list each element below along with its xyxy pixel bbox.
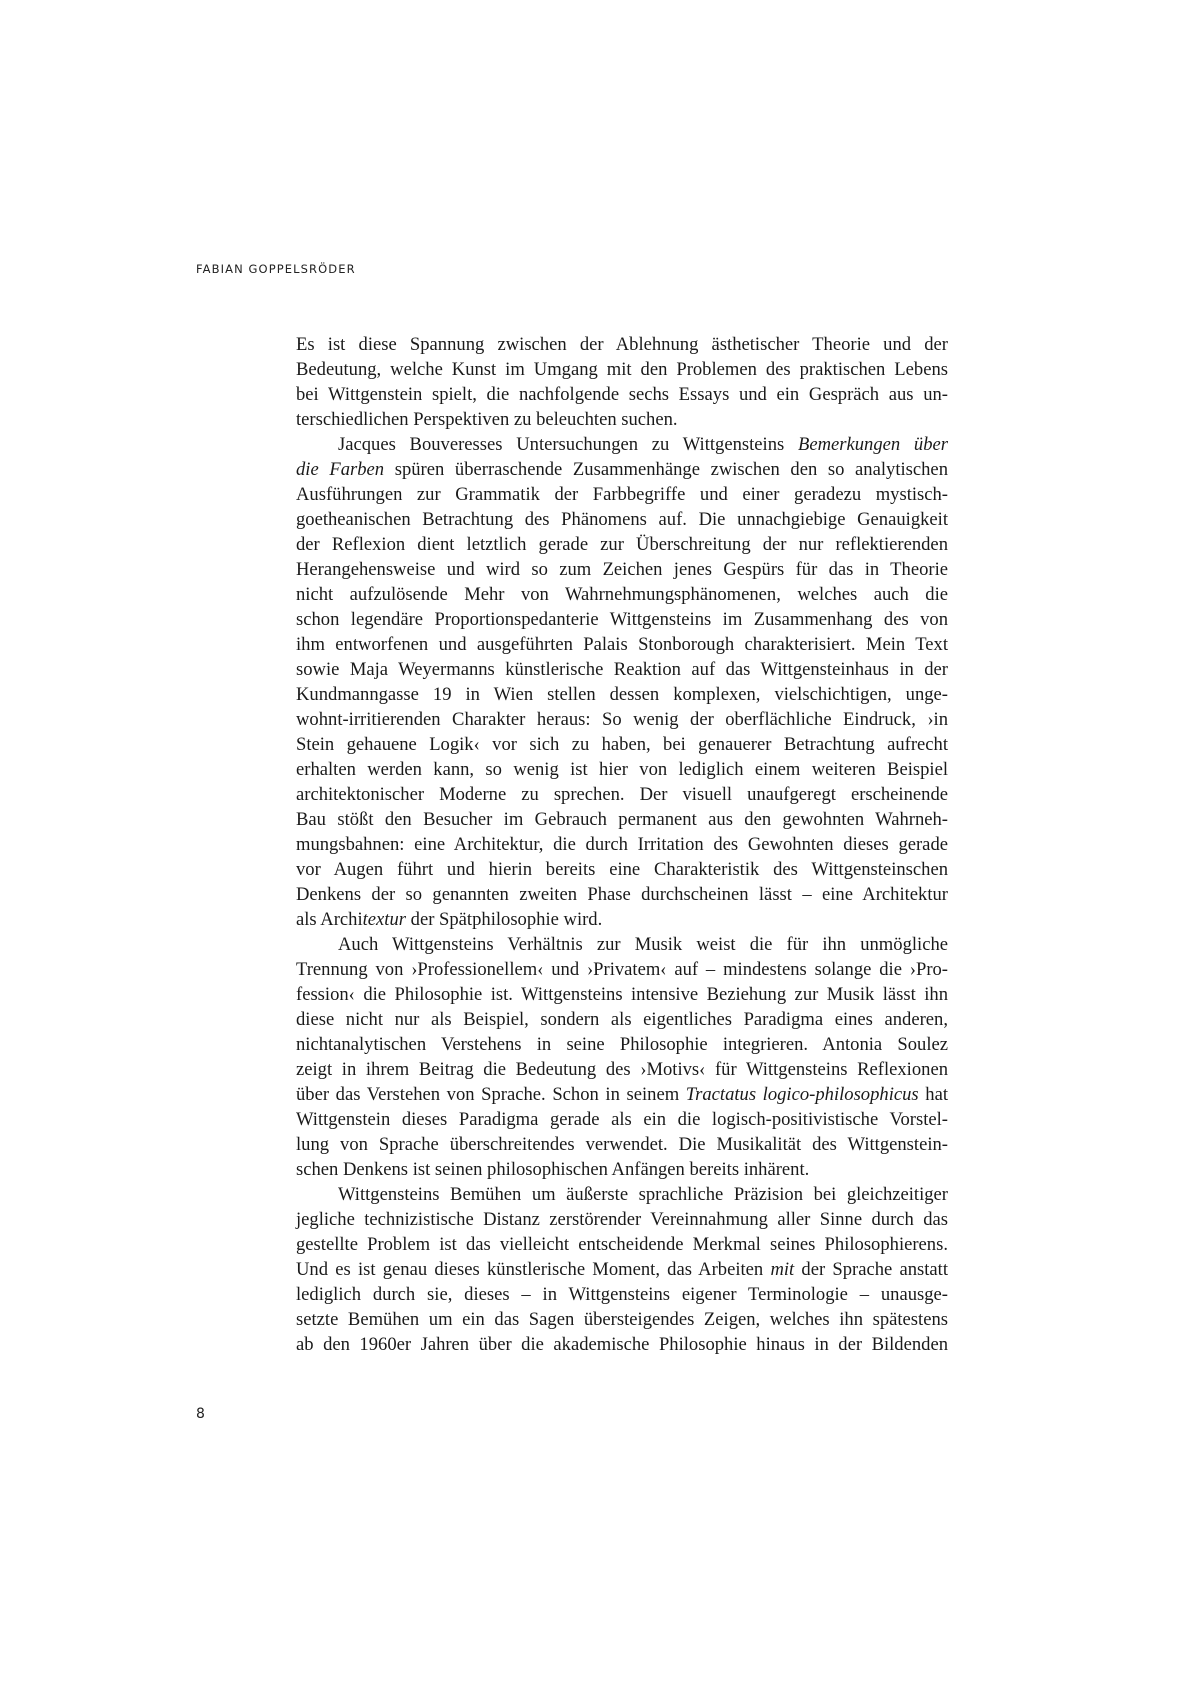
- text-run: erhalten werden kann, so wenig ist hier von lediglich einem weiteren Beispiel: [296, 759, 948, 780]
- text-run: schen Denkens ist seinen philosophischen Anfängen bereits inhärent.: [296, 1159, 810, 1180]
- text-run: Bau stößt den Besucher im Gebrauch permanent aus den gewohnten Wahrneh-: [296, 809, 948, 830]
- text-line: [296, 457, 948, 482]
- italic-text: Tractatus logico-philosophicus: [685, 1084, 919, 1105]
- running-head: FABIAN GOPPELSRÖDER: [196, 262, 356, 276]
- text-line: [296, 407, 948, 432]
- italic-text: textur: [362, 909, 406, 930]
- paragraph: [296, 1182, 948, 1357]
- paragraph: [296, 932, 948, 1182]
- text-line: [296, 1157, 948, 1182]
- text-run: der Sprache anstatt: [794, 1259, 949, 1280]
- text-line: [296, 357, 948, 382]
- text-run: Kundmanngasse 19 in Wien stellen dessen komplexen, vielschichtigen, unge-: [296, 684, 948, 705]
- italic-text: mit: [770, 1259, 795, 1280]
- text-line: [296, 882, 948, 907]
- text-run: fession‹ die Philosophie ist. Wittgensteins intensive Beziehung zur Musik lässt ihn: [296, 984, 948, 1005]
- text-line: [296, 982, 948, 1007]
- text-run: ihm entworfenen und ausgeführten Palais Stonborough charakterisiert. Mein Text: [296, 634, 948, 655]
- text-line: [296, 1282, 948, 1307]
- text-line: [296, 1082, 948, 1107]
- text-line: [296, 607, 948, 632]
- text-line: [296, 932, 948, 957]
- text-run: wohnt-irritierenden Charakter heraus: So wenig der oberflächliche Eindruck, ›in: [296, 709, 948, 730]
- text-run: vor Augen führt und hierin bereits eine Charakteristik des Wittgensteinschen: [296, 859, 948, 880]
- text-run: architektonischer Moderne zu sprechen. Der visuell unaufgeregt erscheinende: [296, 784, 948, 805]
- text-run: Stein gehauene Logik‹ vor sich zu haben, bei genauerer Betrachtung aufrecht: [296, 734, 948, 755]
- text-line: [296, 657, 948, 682]
- text-line: [296, 382, 948, 407]
- text-line: [296, 707, 948, 732]
- text-line: [296, 1107, 948, 1132]
- text-line: [296, 557, 948, 582]
- text-run: der Reflexion dient letztlich gerade zur Überschreitung der nur reflektierenden: [296, 534, 948, 555]
- text-line: [296, 1032, 948, 1057]
- text-line: [296, 957, 948, 982]
- text-run: als Archi: [296, 909, 363, 930]
- text-run: mungsbahnen: eine Architektur, die durch Irritation des Gewohnten dieses gerade: [296, 834, 948, 855]
- text-run: setzte Bemühen um ein das Sagen übersteigendes Zeigen, welches ihn spätestens: [296, 1309, 948, 1330]
- page-number: 8: [196, 1406, 205, 1422]
- text-run: Und es ist genau dieses künstlerische Moment, das Arbeiten: [296, 1259, 771, 1280]
- text-line: [296, 782, 948, 807]
- italic-text: die Farben: [296, 459, 385, 480]
- text-run: nicht aufzulösende Mehr von Wahrnehmungsphänomenen, welches auch die: [296, 584, 948, 605]
- text-line: [296, 682, 948, 707]
- text-line: [296, 1007, 948, 1032]
- text-line: [296, 832, 948, 857]
- text-run: nichtanalytischen Verstehens in seine Philosophie integrieren. Antonia Soulez: [296, 1034, 948, 1055]
- text-run: diese nicht nur als Beispiel, sondern als eigentliches Paradigma eines anderen,: [296, 1009, 948, 1030]
- text-run: hat: [918, 1084, 948, 1105]
- text-run: sowie Maja Weyermanns künstlerische Reaktion auf das Wittgensteinhaus in der: [296, 659, 948, 680]
- text-line: [296, 757, 948, 782]
- text-run: schon legendäre Proportionspedanterie Wittgensteins im Zusammenhang des von: [296, 609, 948, 630]
- text-line: [296, 732, 948, 757]
- text-line: [296, 1332, 948, 1357]
- text-run: bei Wittgenstein spielt, die nachfolgende sechs Essays und ein Gespräch aus un-: [296, 384, 948, 405]
- text-run: Es ist diese Spannung zwischen der Ablehnung ästhetischer Theorie und der: [296, 334, 948, 355]
- text-line: [296, 507, 948, 532]
- text-run: goetheanischen Betrachtung des Phänomens auf. Die unnachgiebige Genauigkeit: [296, 509, 948, 530]
- text-run: Wittgensteins Bemühen um äußerste sprachliche Präzision bei gleichzeitiger: [338, 1184, 948, 1205]
- text-run: über das Verstehen von Sprache. Schon in seinem: [296, 1084, 686, 1105]
- text-line: [296, 1057, 948, 1082]
- text-run: terschiedlichen Perspektiven zu beleuchten suchen.: [296, 409, 678, 430]
- text-line: [296, 432, 948, 457]
- text-run: Ausführungen zur Grammatik der Farbbegriffe und einer geradezu mystisch-: [296, 484, 948, 505]
- text-line: [296, 1257, 948, 1282]
- italic-text: Bemerkungen über: [797, 434, 949, 455]
- text-line: [296, 632, 948, 657]
- text-line: [296, 1182, 948, 1207]
- text-line: [296, 1207, 948, 1232]
- text-run: jegliche technizistische Distanz zerstörender Vereinnahmung aller Sinne durch das: [296, 1209, 948, 1230]
- text-line: [296, 482, 948, 507]
- text-run: Denkens der so genannten zweiten Phase durchscheinen lässt – eine Architektur: [296, 884, 948, 905]
- text-run: Wittgenstein dieses Paradigma gerade als ein die logisch-positivistische Vorstel-: [296, 1109, 948, 1130]
- paragraph: [296, 432, 948, 932]
- text-run: Jacques Bouveresses Untersuchungen zu Wittgensteins: [338, 434, 798, 455]
- body-text: [296, 332, 948, 1357]
- text-run: Auch Wittgensteins Verhältnis zur Musik weist die für ihn unmögliche: [338, 934, 948, 955]
- text-run: der Spätphilosophie wird.: [406, 909, 603, 930]
- text-line: [296, 807, 948, 832]
- text-line: [296, 857, 948, 882]
- text-line: [296, 907, 948, 932]
- text-run: zeigt in ihrem Beitrag die Bedeutung des ›Motivs‹ für Wittgensteins Reflexionen: [296, 1059, 948, 1080]
- text-run: gestellte Problem ist das vielleicht entscheidende Merkmal seines Philosophierens.: [296, 1234, 948, 1255]
- text-line: [296, 532, 948, 557]
- text-line: [296, 1232, 948, 1257]
- text-line: [296, 1307, 948, 1332]
- text-run: Trennung von ›Professionellem‹ und ›Privatem‹ auf – mindestens solange die ›Pro-: [296, 959, 948, 980]
- text-run: spüren überraschende Zusammenhänge zwischen den so analytischen: [384, 459, 948, 480]
- text-run: Bedeutung, welche Kunst im Umgang mit den Problemen des praktischen Lebens: [296, 359, 948, 380]
- text-run: lung von Sprache überschreitendes verwendet. Die Musikalität des Wittgenstein-: [296, 1134, 948, 1155]
- paragraph: [296, 332, 948, 432]
- text-run: ab den 1960er Jahren über die akademische Philosophie hinaus in der Bildenden: [296, 1334, 948, 1355]
- text-run: Herangehensweise und wird so zum Zeichen jenes Gespürs für das in Theorie: [296, 559, 948, 580]
- text-line: [296, 582, 948, 607]
- text-run: lediglich durch sie, dieses – in Wittgensteins eigener Terminologie – unausge-: [296, 1284, 948, 1305]
- text-line: [296, 332, 948, 357]
- text-line: [296, 1132, 948, 1157]
